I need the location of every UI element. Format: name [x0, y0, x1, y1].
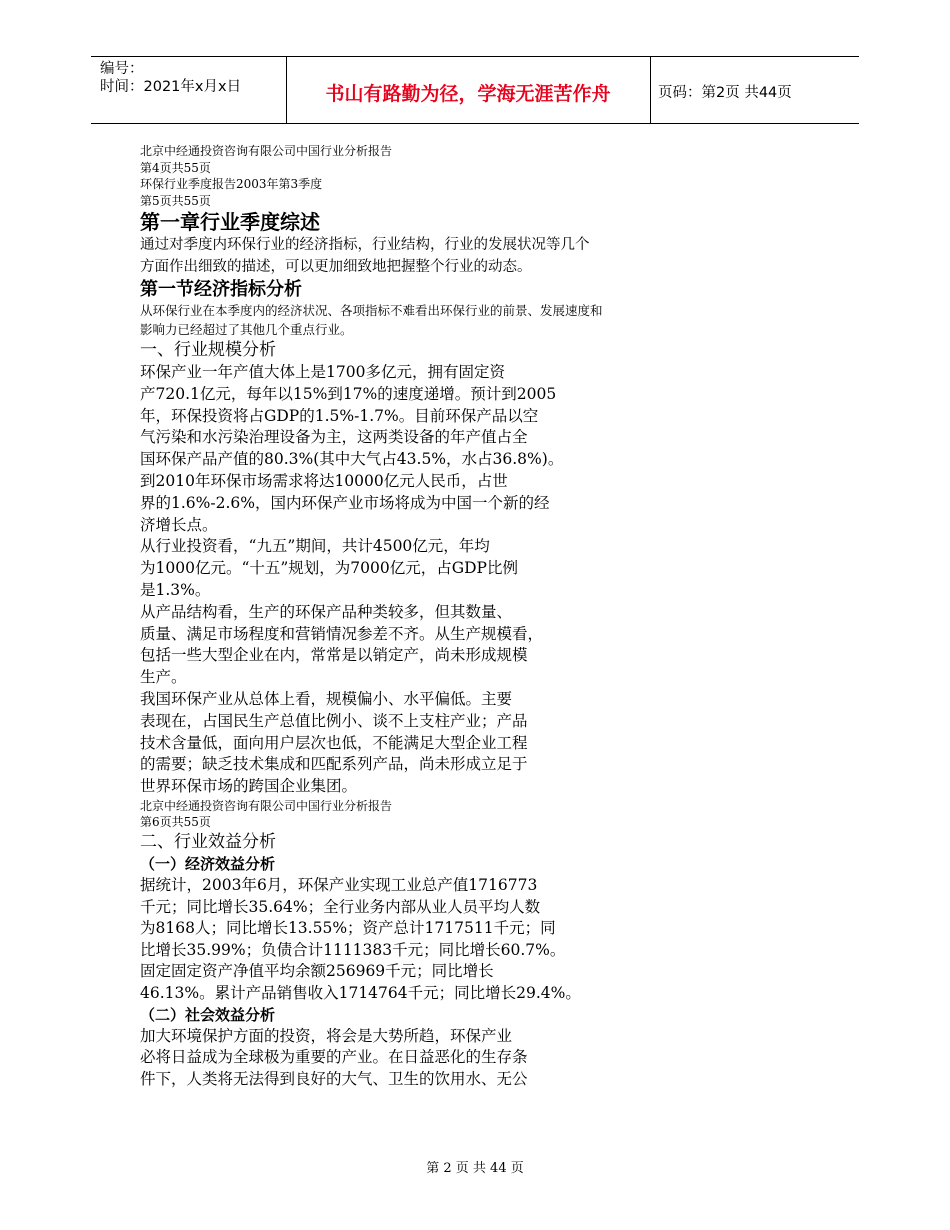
running-line: 第6页共55页	[140, 815, 211, 830]
header-time-label: 时间：2021年x月x日	[100, 79, 242, 95]
paragraph-line: 气污染和水污染治理设备为主，这两类设备的年产值占全	[140, 428, 528, 447]
paragraph-line: 界的1.6%-2.6%，国内环保产业市场将成为中国一个新的经	[140, 493, 550, 512]
running-line: 第5页共55页	[140, 193, 211, 208]
paragraph-line: 包括一些大型企业在内，常常是以销定产，尚未形成规模	[140, 646, 528, 665]
document-body	[140, 143, 780, 1090]
paragraph-line: 加大环境保护方面的投资，将会是大势所趋，环保产业	[140, 1026, 513, 1045]
paragraph-line: 影响力已经超过了其他几个重点行业。	[140, 321, 353, 337]
paragraph-line: 据统计，2003年6月，环保产业实现工业总产值1716773	[140, 875, 538, 894]
subsection-title: 一、行业规模分析	[140, 340, 276, 360]
subsection-heading: （一）经济效益分析	[140, 854, 276, 873]
paragraph-line: 从产品结构看，生产的环保产品种类较多，但其数量、	[140, 602, 513, 621]
paragraph-line: 46.13%。累计产品销售收入1714764千元；同比增长29.4%。	[140, 983, 581, 1002]
page-header	[91, 56, 859, 124]
subsection-heading: （二）社会效益分析	[140, 1005, 276, 1024]
paragraph-line: 技术含量低，面向用户层次也低，不能满足大型企业工程	[140, 733, 528, 752]
running-line: 北京中经通投资咨询有限公司中国行业分析报告	[140, 144, 393, 158]
header-page-number: 页码：第2页 共44页	[658, 85, 792, 101]
paragraph-line: 是1.3%。	[140, 580, 211, 599]
header-meta	[100, 60, 241, 96]
paragraph-line: 必将日益成为全球极为重要的产业。在日益恶化的生存条	[140, 1048, 528, 1067]
running-line: 环保行业季度报告2003年第3季度	[140, 177, 323, 191]
paragraph-line: 从环保行业在本季度内的经济状况、各项指标不难看出环保行业的前景、发展速度和	[140, 303, 603, 318]
section-title: 第一节经济指标分析	[140, 279, 302, 300]
paragraph-line: 我国环保产业从总体上看，规模偏小、水平偏低。主要	[140, 689, 513, 708]
page-footer: 第 2 页 共 44 页	[426, 1161, 524, 1176]
paragraph-line: 从行业投资看，“九五”期间，共计4500亿元，年均	[140, 537, 490, 556]
paragraph-line: 表现在，占国民生产总值比例小、谈不上支柱产业；产品	[140, 711, 528, 730]
running-line: 第4页共55页	[140, 160, 211, 175]
header-number-label: 编号：	[100, 61, 144, 77]
paragraph-line: 产720.1亿元，每年以15%到17%的速度递增。预计到2005	[140, 384, 557, 403]
header-motto: 书山有路勤为径，学海无涯苦作舟	[325, 83, 611, 105]
paragraph-line: 年，环保投资将占GDP的1.5%-1.7%。目前环保产品以空	[140, 406, 539, 425]
paragraph-line: 环保产业一年产值大体上是1700多亿元，拥有固定资	[140, 363, 505, 381]
header-divider	[650, 57, 651, 123]
paragraph-line: 世界环保市场的跨国企业集团。	[140, 777, 358, 796]
paragraph-line: 为1000亿元。“十五”规划，为7000亿元，占GDP比例	[140, 559, 518, 578]
subsection-title: 二、行业效益分析	[140, 831, 276, 852]
paragraph-line: 济增长点。	[140, 515, 218, 534]
paragraph-line: 件下，人类将无法得到良好的大气、卫生的饮用水、无公	[140, 1069, 528, 1088]
paragraph-line: 通过对季度内环保行业的经济指标，行业结构，行业的发展状况等几个	[140, 237, 590, 253]
running-line: 北京中经通投资咨询有限公司中国行业分析报告	[140, 798, 393, 813]
paragraph-line: 生产。	[140, 668, 187, 687]
paragraph-line: 方面作出细致的描述，可以更加细致地把握整个行业的动态。	[140, 258, 532, 275]
paragraph-line: 比增长35.99%；负债合计1111383千元；同比增长60.7%。	[140, 940, 566, 959]
paragraph-line: 为8168人；同比增长13.55%；资产总计1717511千元；同	[140, 919, 556, 938]
paragraph-line: 国环保产品产值的80.3%(其中大气占43.5%，水占36.8%)。	[140, 450, 564, 469]
paragraph-line: 固定固定资产净值平均余额256969千元；同比增长	[140, 962, 494, 981]
chapter-title: 第一章行业季度综述	[140, 210, 320, 234]
paragraph-line: 质量、满足市场程度和营销情况参差不齐。从生产规模看，	[140, 624, 544, 643]
paragraph-line: 的需要；缺乏技术集成和匹配系列产品，尚未形成立足于	[140, 755, 528, 774]
paragraph-line: 千元；同比增长35.64%；全行业务内部从业人员平均人数	[140, 897, 541, 916]
paragraph-line: 到2010年环保市场需求将达10000亿元人民币，占世	[140, 471, 508, 490]
